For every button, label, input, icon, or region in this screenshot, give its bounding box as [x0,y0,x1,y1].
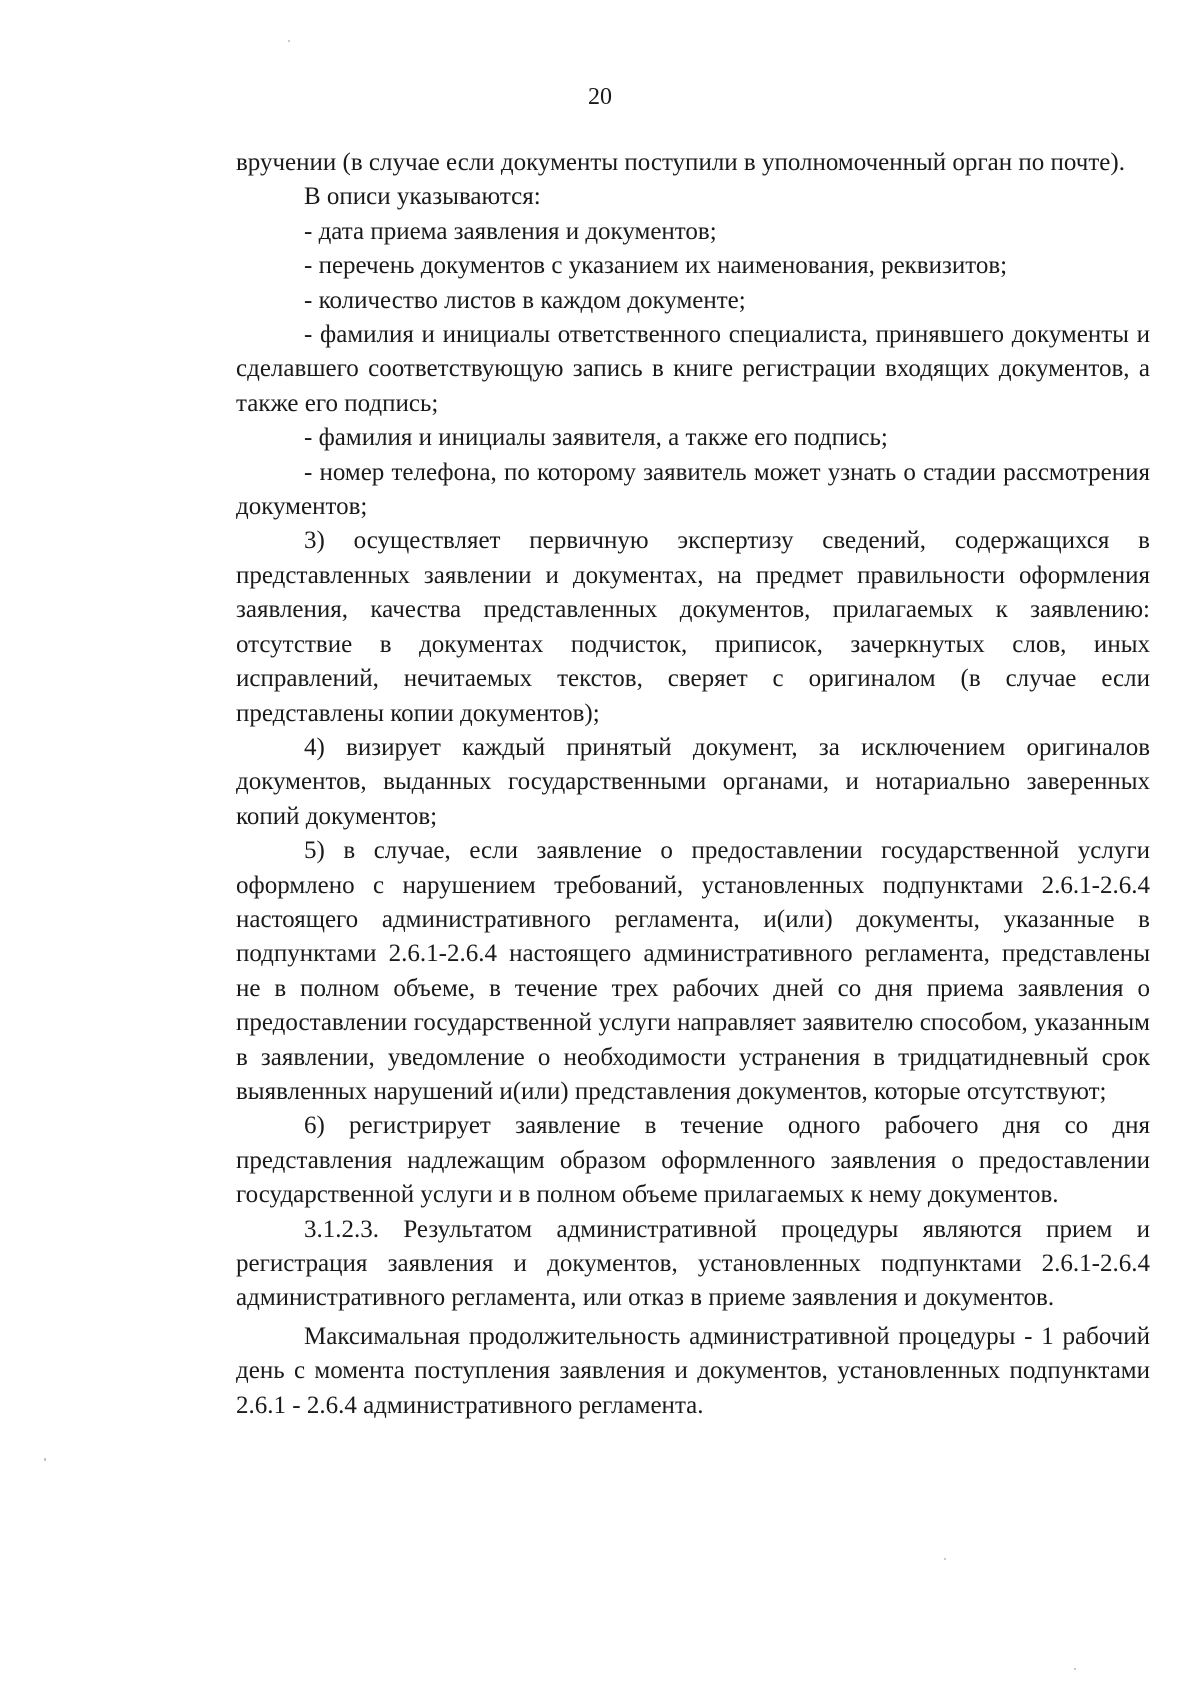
list-item-receipt-date: - дата приема заявления и документов; [304,217,717,245]
page-number: 20 [588,84,612,110]
list-item-sheet-count: - количество листов в каждом документе; [304,286,746,314]
paragraph-item-3: 3) осуществляет первичную экспертизу сведений, содержащихся в представленных заявлении и документах, на предмет правильности оформления заявления, качества представленных документов, прилагаемых к заявлению: отсутствие в документах подчисток, приписок, зачеркнутых слов, иных исправлений, нечитаемых текстов, сверяет с оригиналом (в случае если представлены копии документов); [236,527,1150,727]
paragraph-delivery-continuation: вручении (в случае если документы поступили в уполномоченный орган по почте). [236,149,1125,176]
paragraph-item-6: 6) регистрирует заявление в течение одного рабочего дня со дня представления надлежащим образом оформленного заявления о предоставлении государственной услуги и в полном объеме прилагаемых к нему документов. [236,1112,1150,1209]
scan-speck [1074,1668,1076,1670]
scan-speck [44,1458,46,1461]
list-item-document-list: - перечень документов с указанием их наименования, реквизитов; [304,252,1008,280]
paragraph-item-4: 4) визирует каждый принятый документ, за исключением оригиналов документов, выданных государственными органами, и нотариально заверенных копий документов; [236,733,1150,830]
paragraph-item-5: 5) в случае, если заявление о предоставлении государственной услуги оформлено с нарушением требований, установленных подпунктами 2.6.1-2.6.4 настоящего административного регламента, и(или) документы, указанные в подпунктами 2.6.1-2.6.4 настоящего административного регламента, представлены не в полном объеме, в течение трех рабочих дней со дня приема заявления о предоставлении государственной услуги направляет заявителю способом, указанным в заявлении, уведомление о необходимости устранения в тридцатидневный срок выявленных нарушений и(или) представления документов, которые отсутствуют; [236,837,1150,1105]
list-item-applicant-name: - фамилия и инициалы заявителя, а также его подпись; [304,424,888,452]
paragraph-3-1-2-3: 3.1.2.3. Результатом административной процедуры являются прием и регистрация заявления и документов, установленных подпунктами 2.6.1-2.6.4 административного регламента, или отказ в приеме заявления и документов. [236,1215,1150,1312]
list-item-specialist-name: - фамилия и инициалы ответственного специалиста, принявшего документы и сделавшего соответствующую запись в книге регистрации входящих документов, а также его подпись; [236,321,1150,417]
scan-speck [944,1558,946,1560]
scan-speck [288,40,290,42]
list-item-phone-number: - номер телефона, по которому заявитель может узнать о стадии рассмотрения документов; [236,458,1150,521]
paragraph-max-duration: Максимальная продолжительность административной процедуры - 1 рабочий день с момента поступления заявления и документов, установленных подпунктами 2.6.1 - 2.6.4 административного регламента. [236,1322,1150,1419]
document-body [236,146,1150,1423]
paragraph-inventory-intro: В описи указываются: [304,183,541,211]
